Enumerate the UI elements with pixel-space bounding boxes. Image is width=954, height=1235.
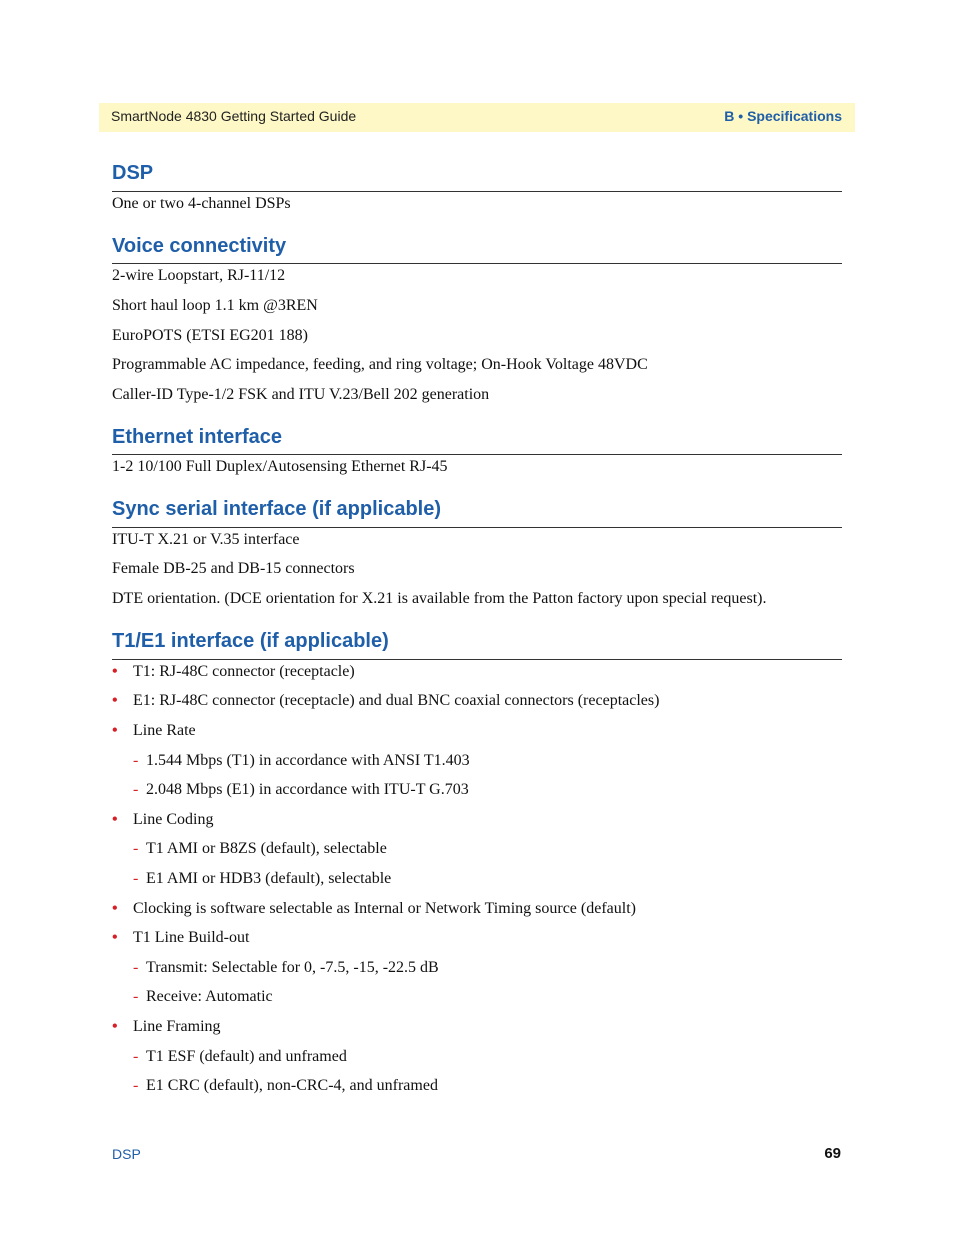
section-title-sync: Sync serial interface (if applicable): [112, 498, 442, 520]
ethernet-line: 1-2 10/100 Full Duplex/Autosensing Ethernet RJ-45: [112, 458, 448, 475]
section-title-voice: Voice connectivity: [112, 235, 287, 257]
section-rule: [112, 527, 842, 528]
sub-bullet-item: T1 ESF (default) and unframed: [146, 1048, 347, 1065]
sub-bullet-marker: -: [133, 752, 139, 769]
bullet-marker: •: [112, 1018, 118, 1035]
bullet-marker: •: [112, 663, 118, 680]
section-title-ethernet: Ethernet interface: [112, 426, 283, 448]
bullet-item: E1: RJ-48C connector (receptacle) and dual BNC coaxial connectors (receptacles): [133, 692, 660, 709]
voice-line: Programmable AC impedance, feeding, and ring voltage; On-Hook Voltage 48VDC: [112, 356, 648, 373]
sub-bullet-item: E1 AMI or HDB3 (default), selectable: [146, 870, 392, 887]
bullet-item: Line Framing: [133, 1018, 221, 1035]
sub-bullet-marker: -: [133, 988, 139, 1005]
section-rule: [112, 263, 842, 264]
bullet-item: T1 Line Build-out: [133, 929, 250, 946]
footer-section-name: DSP: [112, 1146, 141, 1162]
running-header: [99, 103, 855, 132]
bullet-marker: •: [112, 811, 118, 828]
sub-bullet-marker: -: [133, 959, 139, 976]
sub-bullet-marker: -: [133, 840, 139, 857]
sub-bullet-marker: -: [133, 1077, 139, 1094]
bullet-marker: •: [112, 692, 118, 709]
sub-bullet-item: Transmit: Selectable for 0, -7.5, -15, -22.5 dB: [146, 959, 439, 976]
sub-bullet-item: 1.544 Mbps (T1) in accordance with ANSI T1.403: [146, 752, 470, 769]
sub-bullet-item: 2.048 Mbps (E1) in accordance with ITU-T G.703: [146, 781, 469, 798]
bullet-marker: •: [112, 900, 118, 917]
voice-line: 2-wire Loopstart, RJ-11/12: [112, 267, 286, 284]
sync-line: DTE orientation. (DCE orientation for X.21 is available from the Patton factory upon special request).: [112, 590, 767, 607]
sync-line: ITU-T X.21 or V.35 interface: [112, 531, 300, 548]
sub-bullet-marker: -: [133, 870, 139, 887]
section-rule: [112, 191, 842, 192]
sub-bullet-item: T1 AMI or B8ZS (default), selectable: [146, 840, 387, 857]
bullet-item: Clocking is software selectable as Internal or Network Timing source (default): [133, 900, 636, 917]
guide-title: SmartNode 4830 Getting Started Guide: [111, 108, 357, 124]
page-number: 69: [824, 1145, 841, 1162]
sub-bullet-item: Receive: Automatic: [146, 988, 273, 1005]
sub-bullet-marker: -: [133, 781, 139, 798]
bullet-item: Line Rate: [133, 722, 196, 739]
chapter-label: B • Specifications: [724, 108, 842, 124]
sub-bullet-marker: -: [133, 1048, 139, 1065]
bullet-marker: •: [112, 722, 118, 739]
bullet-marker: •: [112, 929, 118, 946]
sync-line: Female DB-25 and DB-15 connectors: [112, 560, 355, 577]
voice-line: Caller-ID Type-1/2 FSK and ITU V.23/Bell 202 generation: [112, 386, 490, 403]
bullet-item: Line Coding: [133, 811, 214, 828]
bullet-item: T1: RJ-48C connector (receptacle): [133, 663, 355, 680]
section-title-t1e1: T1/E1 interface (if applicable): [112, 630, 389, 652]
voice-line: EuroPOTS (ETSI EG201 188): [112, 327, 308, 344]
dsp-line: One or two 4-channel DSPs: [112, 195, 291, 212]
section-rule: [112, 659, 842, 660]
voice-line: Short haul loop 1.1 km @3REN: [112, 297, 318, 314]
sub-bullet-item: E1 CRC (default), non-CRC-4, and unframed: [146, 1077, 438, 1094]
section-rule: [112, 454, 842, 455]
section-title-dsp: DSP: [112, 162, 154, 184]
